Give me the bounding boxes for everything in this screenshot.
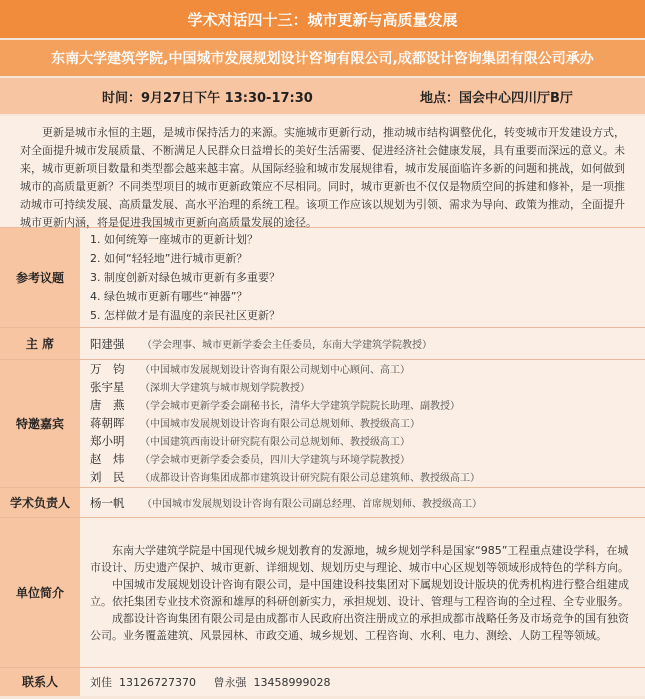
units-text — [80, 518, 645, 668]
topic-item: 1. 如何统筹一座城市的更新计划？ — [90, 233, 258, 246]
units-row — [0, 518, 645, 668]
topics-row — [0, 228, 645, 328]
guest-desc: （中国城市发展规划设计咨询有限公司规划中心顾问、高工） — [140, 364, 410, 376]
guest-item — [90, 451, 635, 469]
place-text: 地点：国会中心四川厅B厅 — [420, 90, 573, 106]
chair-label: 主 席 — [0, 328, 80, 360]
unit-paragraph: 东南大学建筑学院是中国现代城乡规划教育的发源地，城乡规划学科是国家“985”工程重点建设学科，在城市设计、历史遗产保护、城市更新、详细规划、规划历史与理论、城市中心区规划等领域形成特色的学科方向。 — [90, 543, 629, 574]
time-text: 时间：9月27日下午 13:30-17:30 — [102, 90, 313, 106]
intro-paragraph: 更新是城市永恒的主题，是城市保持活力的来源。实施城市更新行动，推动城市结构调整优化，转变城市开发建设方式，对全面提升城市发展质量、不断满足人民群众日益增长的美好生活需要、促进经济社会健康发展，具有重要而深远的意义。未来，城市更新项目数量和类型都会越来越丰富。从国际经验和城市发展规律看，城市发展面临许多新的问题和挑战，如何做到城市的高质量更新？不同类型项目的城市更新政策应不尽相同。同时，城市更新也不仅仅是物质空间的拆建和修补，是一项推动城市可持续发展、高质量发展、高水平治理的系统工程。该项工作应该以规划为引领、需求为导向、政策为推动，全面提升城市更新内涵，将是促进我国城市更新向高质量发展的途径。 — [0, 116, 645, 227]
units-label: 单位简介 — [0, 518, 80, 668]
guest-name: 蒋朝晖 — [90, 415, 125, 430]
guest-name: 万 钧 — [90, 361, 125, 376]
guest-name: 唐 燕 — [90, 397, 125, 412]
topic-item: 3. 制度创新对绿色城市更新有多重要？ — [90, 271, 280, 284]
unit-paragraph: 中国城市发展规划设计咨询有限公司，是中国建设科技集团对下属规划设计版块的优秀机构进行整合组建成立。依托集团专业技术资源和雄厚的科研创新实力，承担规划、设计、管理与工程咨询的全过程、全专业服务。 — [90, 577, 629, 608]
topic-item: 5. 怎样做才是有温度的亲民社区更新？ — [90, 309, 280, 322]
guest-name: 刘 民 — [90, 469, 125, 484]
time-place-bar — [0, 78, 645, 114]
details-table — [0, 227, 645, 696]
guest-name: 张宇星 — [90, 379, 125, 394]
contact-text: 刘佳 13126727370 曾永强 13458999028 — [80, 668, 645, 696]
guest-name: 赵 炜 — [90, 451, 125, 466]
guest-item — [90, 433, 635, 451]
organizers-line: 东南大学建筑学院,中国城市发展规划设计咨询有限公司,成都设计咨询集团有限公司承办 — [0, 40, 645, 76]
guest-desc: （中国城市发展规划设计咨询有限公司总规划师、教授级高工） — [140, 418, 420, 430]
topic-item: 4. 绿色城市更新有哪些“神器”？ — [90, 290, 248, 303]
guest-name: 郑小明 — [90, 433, 125, 448]
topics-list — [80, 228, 645, 328]
contact-label: 联系人 — [0, 668, 80, 696]
guest-desc: （学会城市更新学委会副秘书长，清华大学建筑学院院长助理、副教授） — [140, 400, 460, 412]
guest-item — [90, 397, 635, 415]
chair-desc: （学会理事、城市更新学委会主任委员，东南大学建筑学院教授） — [142, 339, 432, 351]
unit-paragraph: 成都设计咨询集团有限公司是由成都市人民政府出资注册成立的承担成都市战略任务及市场竞争的国有独资公司。业务覆盖建筑、风景园林、市政交通、城乡规划、工程咨询、水利、电力、测绘、人防工程等领域。 — [90, 611, 629, 642]
guest-desc: （成都设计咨询集团成都市建筑设计研究院有限公司总建筑师、教授级高工） — [140, 472, 480, 484]
guest-item — [90, 415, 635, 433]
guest-desc: （深圳大学建筑与城市规划学院教授） — [140, 382, 310, 394]
chair-row — [0, 328, 645, 360]
guest-desc: （中国建筑西南设计研究院有限公司总规划师、教授级高工） — [140, 436, 410, 448]
guests-row — [0, 360, 645, 488]
academic-name: 杨一帆 — [90, 495, 125, 510]
academic-label: 学术负责人 — [0, 488, 80, 518]
chair-name: 阳建强 — [90, 336, 125, 351]
contact-row — [0, 668, 645, 696]
guest-item — [90, 379, 635, 397]
guests-label: 特邀嘉宾 — [0, 360, 80, 488]
guest-item — [90, 469, 635, 487]
topics-label: 参考议题 — [0, 228, 80, 328]
topic-item: 2. 如何“轻轻地”进行城市更新？ — [90, 252, 248, 265]
guests-list — [80, 360, 645, 488]
guest-desc: （学会城市更新学委会委员，四川大学建筑与环境学院教授） — [140, 454, 410, 466]
academic-row — [0, 488, 645, 518]
forum-title: 学术对话四十三：城市更新与高质量发展 — [0, 0, 645, 38]
academic-desc: （中国城市发展规划设计咨询有限公司副总经理、首席规划师、教授级高工） — [142, 498, 482, 510]
guest-item — [90, 361, 635, 379]
